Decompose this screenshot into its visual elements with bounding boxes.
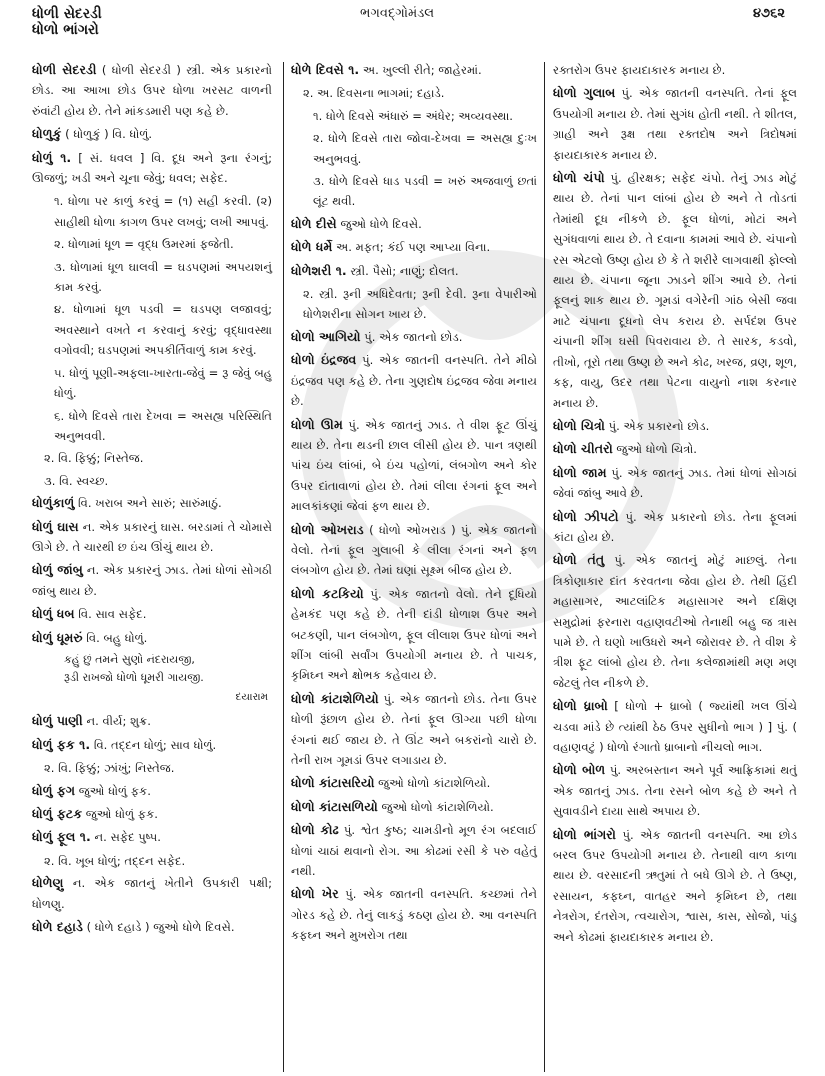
definition: પું. એક પ્રકારનો છોડ. તેના ફૂલમાં કાંટા હોય છે. bbox=[553, 509, 797, 544]
definition: પું. એક જાતની વનસ્પતિ. તેનાં ફૂલ ઉપયોગી મનાય છે. તેમાં સુગંધ હોતી નથી. તે શીતલ, ગ્રાહી અને રૂક્ષ તથા રક્તદોષ અને ત્રિદોષમાં ફાયદાકારક મનાય છે. bbox=[553, 86, 797, 162]
headword: ધોળો તંતુ bbox=[553, 552, 605, 568]
headword: ધોળે ધર્મે bbox=[291, 239, 333, 255]
definition: ન. એક પ્રકારનું ઝાડ. તેમાં ધોળાં સોગઠી જાંબુ થાય છે. bbox=[32, 563, 273, 598]
headword: ધોળુકું bbox=[32, 126, 62, 142]
definition: જુઓ ધોળો કાંટાશેળિયો. bbox=[374, 776, 491, 791]
definition: પું. એક જાતનું ઝાડ. તેમાં ધોળાં સોગઠાં જેવાં જાંબુ આવે છે. bbox=[553, 465, 797, 501]
headword: ધોળું ૧. bbox=[32, 149, 72, 165]
column-1 bbox=[32, 60, 272, 940]
continued-definition: રક્તરોગ ઉપર ફાયદાકારક મનાય છે. bbox=[553, 63, 726, 77]
idiom-subentry: ૫. ધોળું પૂણી-અફલા-ખારતા-જેવું = રૂ જેવું બહુ ધોળું. bbox=[54, 365, 272, 401]
definition: ( ધોળો ઓખરાડ ) પું. એક જાતનો વેલો. તેનાં ફૂલ ગુલાબી કે લીલા રંગનાં અને ફળ લંબગોળ હોય છે. તેમાં ઘણાં સૂક્ષ્મ બીજ હોય છે. bbox=[291, 522, 537, 578]
definition: ( ધોળી સેદરડી ) સ્ત્રી. એક પ્રકારનો છોડ. આ આખા છોડ ઉપર ધોળા ખરસટ વાળની રુંવાંટી હોય છે. તેને માંકડમારી પણ કહે છે. bbox=[32, 63, 272, 118]
dictionary-entry bbox=[291, 520, 537, 581]
definition: [ સં. ધવલ ] વિ. દૂધ અને રૂના રંગનું; ઊજળું; ખડી અને ચૂના જેવું; ધવલ; સફેદ. bbox=[32, 150, 273, 186]
dictionary-entry bbox=[553, 463, 797, 504]
idiom-subentry: ૨. ધોળામાં ધૂળ = વૃદ્ધ ઉમરમાં ફજેતી. bbox=[54, 237, 234, 252]
sense-subentry: ૩. વિ. સ્વચ્છ. bbox=[44, 473, 109, 488]
headword: ધોળું ફટક bbox=[32, 806, 83, 821]
sense-subentry: ૨. અ. દિવસના ભાગમાં; દહાડે. bbox=[303, 86, 445, 101]
headword: ધોળે દીસે bbox=[291, 215, 337, 231]
dictionary-entry bbox=[32, 60, 272, 121]
headword: ધોળો ઝીપટો bbox=[553, 508, 619, 524]
dictionary-entry bbox=[32, 517, 272, 558]
definition: વિ. ખરાબ અને સારું; સારુંમાઠું. bbox=[74, 496, 222, 511]
sense-subentry: ૨. સ્ત્રી. રૂની અધિદેવતા; રૂની દેવી. રૂના વેપારીઓ ધોળેશરીના સોગન ખાય છે. bbox=[303, 287, 537, 322]
headword: ધોળો ધ્રાબો bbox=[553, 698, 608, 714]
headword: ધોળું ફગ bbox=[32, 782, 76, 798]
headword: ધોળે દહાડે bbox=[32, 919, 83, 935]
dictionary-entry bbox=[291, 797, 537, 817]
definition: [ ધોળો + ધ્રાબો ( જ્યાંથી ખલ ઊંચે ચડવા માંડે છે ત્યાંથી ઠેઠ ઉપર સુધીનો ભાગ ) ] પું. ( વહાણવટું ) ધોળો રંગાતો ધ્રાબાનો નીચલો ભાગ. bbox=[553, 699, 797, 754]
headword: ધોળું જાંબુ bbox=[32, 562, 83, 578]
headword: ધોળો ચંપો bbox=[553, 170, 605, 186]
definition: ન. વીર્ય; શુક્ર. bbox=[82, 714, 151, 729]
dictionary-entry bbox=[553, 760, 797, 821]
dictionary-entry bbox=[32, 827, 272, 847]
definition: પું. એક જાતની વનસ્પતિ. કચ્છમાં તેને ગોરડ કહે છે. તેનું લાકડું કઠણ હોય છે. આ વનસ્પતિ કફઘ્ન અને મુખરોગ તથા bbox=[291, 887, 537, 943]
guide-words bbox=[32, 6, 102, 38]
dictionary-entry bbox=[291, 214, 537, 234]
idiom-subentry: ૧. ધોળે દિવસે અંધારું = અંધેર; અવ્યવસ્થા. bbox=[313, 108, 513, 123]
guide-word-first: ધોળી સેદરડી bbox=[32, 6, 102, 22]
definition: પું. શ્વેત કુષ્ઠ; ચામડીનો મૂળ રંગ બદલાઈ ધોળાં ચાઠાં થવાનો રોગ. આ કોઢમાં રસી કે પરુ વહેતું નથી. bbox=[291, 823, 537, 879]
dictionary-entry bbox=[291, 689, 537, 771]
definition: ન. એક જાતનું ખેતીને ઉપકારી પક્ષી; ધોળણુ. bbox=[32, 876, 272, 911]
page-number: ૪૭૬૨ bbox=[752, 6, 785, 21]
definition: પું. અરબસ્તાન અને પૂર્વ આફ્રિકામાં થતું એક જાતનું ઝાડ. તેના રસને બોળ કહે છે અને તે સુવાવડીને દાયા સાથે અપાય છે. bbox=[553, 763, 797, 819]
headword: ધોળો કટકિયો bbox=[291, 585, 364, 601]
quote-attribution: દયારામ bbox=[235, 690, 268, 703]
headword: ધોળો ખેર bbox=[291, 886, 339, 902]
definition: પું. એક જાતની વનસ્પતિ. તેને મીઠો ઇંદ્રજવ પણ કહે છે. તેના ગુણદોષ ઇંદ્રજવ જેવા મનાય છે. bbox=[291, 353, 537, 409]
dictionary-entry bbox=[32, 124, 272, 144]
definition: વિ. તદ્દન ધોળું; સાવ ધોળું. bbox=[90, 737, 217, 752]
dictionary-entry bbox=[291, 884, 537, 945]
definition: ( ધોળુકું ) વિ. ધોળું. bbox=[61, 127, 153, 142]
headword: ધોળું ધબ bbox=[32, 606, 75, 622]
dictionary-entry bbox=[32, 560, 272, 601]
headword: ધોળું ઘાસ bbox=[32, 518, 79, 534]
idiom-subentry: ૧. ધોળા પર કાળું કરવું = (૧) સહી કરવી. (૨) સાહીથી ધોળા કાગળ ઉપર લખવું; લખી આપવું. bbox=[54, 194, 272, 229]
definition: પું. એક જાતનો વેલો. તેને દૂધિયો હેમકંદ પણ કહે છે. તેની દાંડી ધોળાશ ઉપર અને બટકણી, પાન લંબગોળ, ફૂલ લીલાશ ઉપર ધોળાં અને શીંગ લાંબી સર્વાંગ ઉપયોગી મનાય છે. તે પાચક, કૃમિઘ્ન અને ક્ષોભક કહેવાય છે. bbox=[291, 586, 537, 683]
dictionary-entry bbox=[291, 773, 537, 793]
dictionary-entry bbox=[32, 804, 272, 824]
definition: પું. હીરક્ષક; સફેદ ચંપો. તેનું ઝાડ મોટું થાય છે. તેનાં પાન લાંબાં હોય છે અને તે તોડતાં તેમાંથી દૂધ નીકળે છે. ફૂલ ધોળાં, મોટાં અને સુગંધવાળાં થાય છે. તે દવાના કામમાં આવે છે. ચંપાનો રસ એટલો ઉષ્ણ હોય છે કે તે શરીરે લાગવાથી ફોલ્લો થાય છે. ચંપાના જૂના ઝાડને શીંગ આવે છે. તેનાં ફૂલનું શાક થાય છે. ગૂમડાં વગેરેની ગાંઠ બેસી જવા માટે ચંપાના દૂધનો લેપ કરાય છે. સર્પદંશ ઉપર ચંપાની શીંગ ઘસી પિવરાવાય છે. તે સારક, કડવો, તીખો, તૂરો તથા ઉષ્ણ છે અને કોઢ, ખરજ, વ્રણ, શૂળ, કફ, વાયુ, ઉદર તથા પેટના વાયુનો નાશ કરનાર મનાય છે. bbox=[553, 171, 797, 410]
idiom-subentry: ૬. ધોળે દિવસે તારા દેખવા = અસહ્ય પરિસ્થિતિ અનુભવવી. bbox=[54, 408, 272, 443]
definition: પું. એક પ્રકારનો છોડ. bbox=[604, 418, 710, 433]
headword: ધોળે દિવસે ૧. bbox=[291, 62, 360, 77]
dictionary-entry bbox=[291, 350, 537, 411]
running-header bbox=[0, 6, 825, 46]
dictionary-entry bbox=[32, 148, 272, 189]
definition: પું. એક જાતનો છોડ. bbox=[360, 329, 463, 344]
definition: વિ. બહુ ધોળું. bbox=[82, 630, 148, 645]
headword: ધોળો કાંટાશેળિયો bbox=[291, 690, 379, 706]
column-3 bbox=[553, 60, 797, 950]
idiom-subentry: ૪. ધોળામાં ધૂળ પડવી = ઘડપણ લજાવવું; અવસ્થાને વખતે ન કરવાનું કરવું; વૃદ્ધાવસ્થા વગોવવી; ઘડપણમાં અપકીર્તિવાળું કામ કરવું. bbox=[54, 302, 272, 358]
dictionary-entry bbox=[291, 820, 537, 881]
dictionary-entry bbox=[553, 416, 797, 436]
headword: ધોળો ઇંદ્રજવ bbox=[291, 352, 357, 368]
headword: ધોળો ભાંગરો bbox=[553, 826, 616, 842]
column-2 bbox=[291, 60, 537, 949]
dictionary-entry bbox=[553, 696, 797, 757]
headword: ધોળો જામ bbox=[553, 464, 607, 480]
dictionary-entry bbox=[291, 584, 537, 686]
headword: ધોળું પાણી bbox=[32, 713, 83, 729]
headword: ધોળો બોળ bbox=[553, 762, 606, 778]
headword: ધોળો ગુલાબ bbox=[553, 85, 616, 101]
headword: ધોળો ચિત્રો bbox=[553, 417, 605, 433]
idiom-subentry: ૩. ધોળે દિવસે ધાડ પડવી = ખરું અજવાળું છતાં લૂંટ થવી. bbox=[313, 174, 537, 209]
headword: ધોળો કોઢ bbox=[291, 822, 339, 838]
verse-quote-line: રૂડી રાખજો ધોળો ધૂમરી ગાયજી. bbox=[64, 670, 204, 684]
dictionary-entry bbox=[32, 604, 272, 624]
definition: પું. એક જાતનું મોટું માછલું. તેના ત્રિકોણાકાર દાંત કરવતના જેવા હોય છે. તેથી હિંદી મહાસાગર, આટલાંટિક મહાસાગર અને દક્ષિણ સમુદ્રોમાં ફરનારા વહાણવટીઓ તેનાથી બહુ જ ત્રાસ પામે છે. તે ઘણો ખાઉધરો અને જોરાવર છે. તે વીશ કે ત્રીશ ફૂટ લાંબો હોય છે. તેના કલેજામાંથી મણ મણ જેટલું તેલ નીકળે છે. bbox=[553, 553, 797, 690]
sense-subentry: ૨. વિ. ફિક્કું; નિસ્તેજ. bbox=[44, 451, 144, 466]
dictionary-entry bbox=[291, 237, 537, 257]
dictionary-entry bbox=[32, 628, 272, 648]
dictionary-entry bbox=[553, 550, 797, 693]
definition: જુઓ ધોળે દિવસે. bbox=[336, 216, 422, 231]
dictionary-entry bbox=[32, 917, 272, 937]
idiom-subentry: ૩. ધોળામાં ધૂળ ઘાલવી = ઘડપણમાં અપયશનું કામ કરવું. bbox=[54, 259, 272, 295]
column-divider bbox=[283, 62, 284, 1072]
dictionary-entry bbox=[291, 415, 537, 517]
dictionary-entry bbox=[553, 168, 797, 413]
definition: જુઓ ધોળું ફક. bbox=[75, 783, 151, 798]
dictionary-entry bbox=[32, 873, 272, 914]
headword: ધોળો ચીતરો bbox=[553, 441, 613, 457]
definition: અ. મફત; કંઈ પણ આપ્યા વિના. bbox=[332, 240, 491, 255]
dictionary-entry bbox=[32, 735, 272, 755]
headword: ધોળું ફક ૧. bbox=[32, 736, 91, 752]
definition: સ્ત્રી. પૈસો; નાણું; દોલત. bbox=[346, 263, 459, 278]
dictionary-entry bbox=[32, 781, 272, 801]
dictionary-entry bbox=[553, 507, 797, 548]
headword: ધોળું ફૂલ ૧. bbox=[32, 829, 91, 845]
dictionary-entry bbox=[553, 439, 797, 459]
headword: ધોળું ધૂમરું bbox=[32, 629, 83, 645]
definition: ન. સફેદ પુષ્પ. bbox=[90, 830, 161, 845]
definition: ન. એક પ્રકારનું ઘાસ. બરડામાં તે ચોમાસે ઊગે છે. તે ચારથી છ ઇંચ ઊંચું થાય છે. bbox=[32, 519, 272, 554]
definition: પું. એક જાતનો છોડ. તેના ઉપર ધોળી રૂંછાળ હોય છે. તેનાં ફૂલ ઊગ્યા પછી ધોળા રંગનાં થઈ જાય છે. તે ઊંટ અને બકરાંનો ચારો છે. તેની રાખ ગૂમડાં ઉપર લગાડાય છે. bbox=[291, 691, 537, 767]
dictionary-entry bbox=[291, 327, 537, 347]
dictionary-entry bbox=[291, 261, 537, 281]
definition: ( ધોળે દહાડે ) જુઓ ધોળે દિવસે. bbox=[82, 920, 235, 935]
definition: જુઓ ધોળો કાંટાશેળિયો. bbox=[377, 799, 494, 814]
headword: ધોળો ઓખરાડ bbox=[291, 521, 364, 537]
verse-quote-line: કહું છું તમને સુણો નંદરાયજી, bbox=[64, 652, 195, 666]
definition: જુઓ ધોળું ફક. bbox=[82, 807, 158, 821]
sense-subentry: ૨. વિ. ખૂબ ધોળું; તદ્દન સફેદ. bbox=[44, 853, 186, 868]
headword: ધોળો કાંટાસળિયો bbox=[291, 798, 378, 814]
definition: વિ. સાવ સફેદ. bbox=[74, 607, 147, 622]
definition: અ. ખુલ્લી રીતે; જાહેરમાં. bbox=[359, 63, 482, 77]
headword: ધોળો આગિયો bbox=[291, 328, 361, 344]
idiom-subentry: ૨. ધોળે દિવસે તારા જોવા-દેખવા = અસહ્ય દુઃખ અનુભવવું. bbox=[313, 131, 537, 166]
sense-subentry: ૨. વિ. ફિક્કું; ઝાંખું; નિસ્તેજ. bbox=[44, 761, 175, 776]
headword: ધોળો કાંટાસરિયો bbox=[291, 775, 375, 791]
headword: ધોળેણુ bbox=[32, 875, 64, 891]
dictionary-entry bbox=[553, 83, 797, 165]
headword: ધોળેશરી ૧. bbox=[291, 262, 347, 278]
definition: પું. એક જાતનું ઝાડ. તે વીશ ફૂટ ઊંચું થાય છે. તેના થડની છાલ લીસી હોય છે. પાન ત્રણથી પાંચ ઇંચ લાંબાં, બે ઇંચ પહોળાં, લંબગોળ અને કોર ઉપર દાંતાવાળાં હોય છે. તેમાં લીલા રંગનાં ફૂલ અને માલકાંકણાં જેવાં ફળ થાય છે. bbox=[291, 417, 537, 514]
dictionary-entry bbox=[291, 60, 537, 80]
definition: જુઓ ધોળો ચિત્રો. bbox=[612, 442, 697, 457]
headword: ધોળી સેદરડી bbox=[32, 62, 97, 77]
guide-word-last: ધોળો ભાંગરો bbox=[32, 22, 99, 38]
headword: ધોળુંકાળું bbox=[32, 495, 75, 511]
dictionary-entry bbox=[32, 711, 272, 731]
column-divider bbox=[544, 62, 545, 1072]
headword: ધોળો ઊમ bbox=[291, 416, 343, 432]
definition: પું. એક જાતની વનસ્પતિ. આ છોડ બરલ ઉપર ઉપયોગી મનાય છે. તેનાથી વાળ કાળા થાય છે. વરસાદની ઋતુમાં તે બધે ઊગે છે. તે ઉષ્ણ, રસાયન, કફઘ્ન, વાતહર અને કૃમિઘ્ન છે, તથા નેત્રરોગ, દંતરોગ, ત્વચારોગ, શ્વાસ, કાસ, સોજો, પાંડુ અને કોઢમાં ફાયદાકારક મનાય છે. bbox=[553, 827, 797, 944]
dictionary-entry bbox=[32, 493, 272, 513]
dictionary-entry bbox=[553, 825, 797, 947]
book-title: ભગવદ્ગોમંડલ bbox=[360, 6, 435, 21]
